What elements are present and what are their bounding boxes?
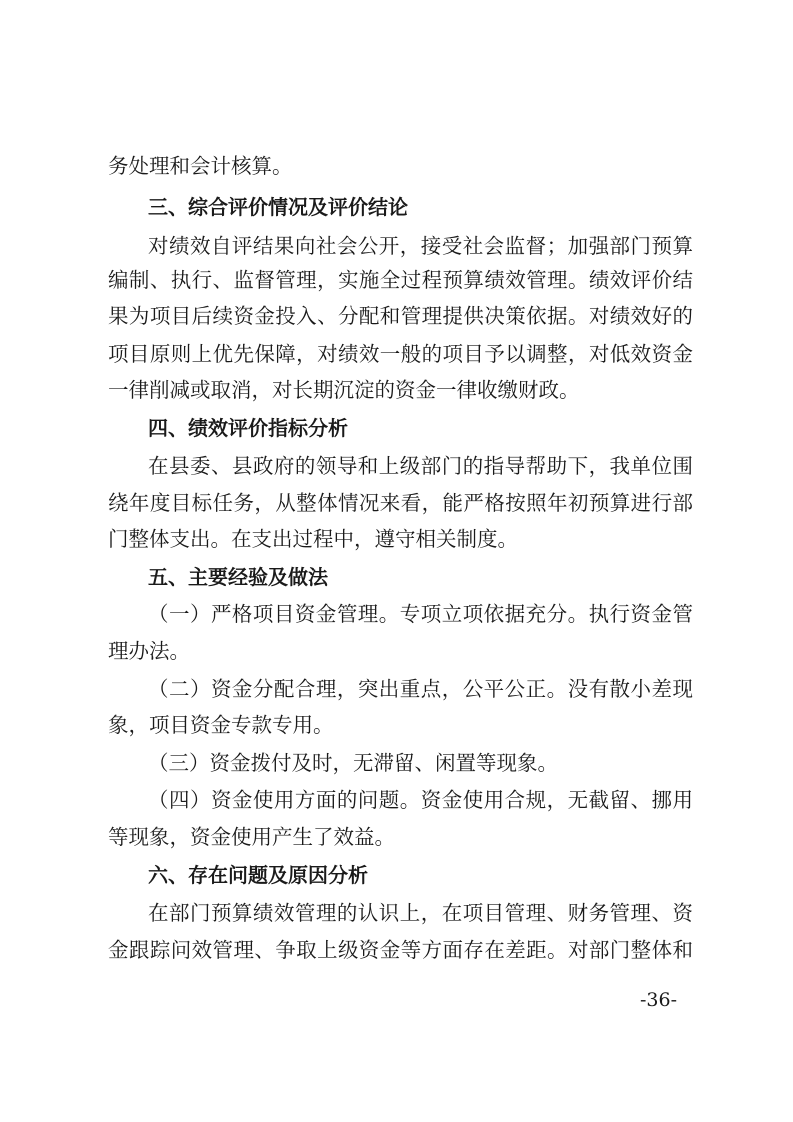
section-heading-5: 五、主要经验及做法	[148, 565, 328, 589]
paragraph-line: 编制、执行、监督管理，实施全过程预算绩效管理。绩效评价结	[108, 268, 693, 292]
paragraph-line: 象，项目资金专款专用。	[108, 713, 334, 737]
section-heading-6: 六、存在问题及原因分析	[148, 863, 368, 887]
paragraph-line: 在部门预算绩效管理的认识上，在项目管理、财务管理、资	[148, 901, 693, 925]
paragraph-line: （二）资金分配合理，突出重点，公平公正。没有散小差现	[148, 677, 693, 701]
paragraph-line: （三）资金拨付及时，无滞留、闲置等现象。	[148, 751, 558, 775]
paragraph-line: 金跟踪问效管理、争取上级资金等方面存在差距。对部门整体和	[108, 938, 693, 962]
section-heading-3: 三、综合评价情况及评价结论	[148, 195, 408, 219]
paragraph-line: （四）资金使用方面的问题。资金使用合规，无截留、挪用	[148, 788, 693, 812]
paragraph-line: （一）严格项目资金管理。专项立项依据充分。执行资金管	[148, 602, 693, 626]
page-number: -36-	[640, 989, 678, 1011]
paragraph-line: 等现象，资金使用产生了效益。	[108, 825, 395, 849]
paragraph-line: 绕年度目标任务，从整体情况来看，能严格按照年初预算进行部	[108, 491, 693, 515]
paragraph-line: 门整体支出。在支出过程中，遵守相关制度。	[108, 527, 518, 551]
paragraph-line: 项目原则上优先保障，对绩效一般的项目予以调整，对低效资金	[108, 342, 693, 366]
paragraph-line: 理办法。	[108, 639, 190, 663]
paragraph-line: 一律削减或取消，对长期沉淀的资金一律收缴财政。	[108, 378, 580, 402]
paragraph-line: 果为项目后续资金投入、分配和管理提供决策依据。对绩效好的	[108, 304, 693, 328]
paragraph-line: 在县委、县政府的领导和上级部门的指导帮助下，我单位围	[148, 454, 693, 478]
paragraph-line: 对绩效自评结果向社会公开，接受社会监督；加强部门预算	[148, 234, 693, 258]
paragraph-line: 务处理和会计核算。	[108, 154, 293, 178]
section-heading-4: 四、绩效评价指标分析	[148, 416, 348, 440]
